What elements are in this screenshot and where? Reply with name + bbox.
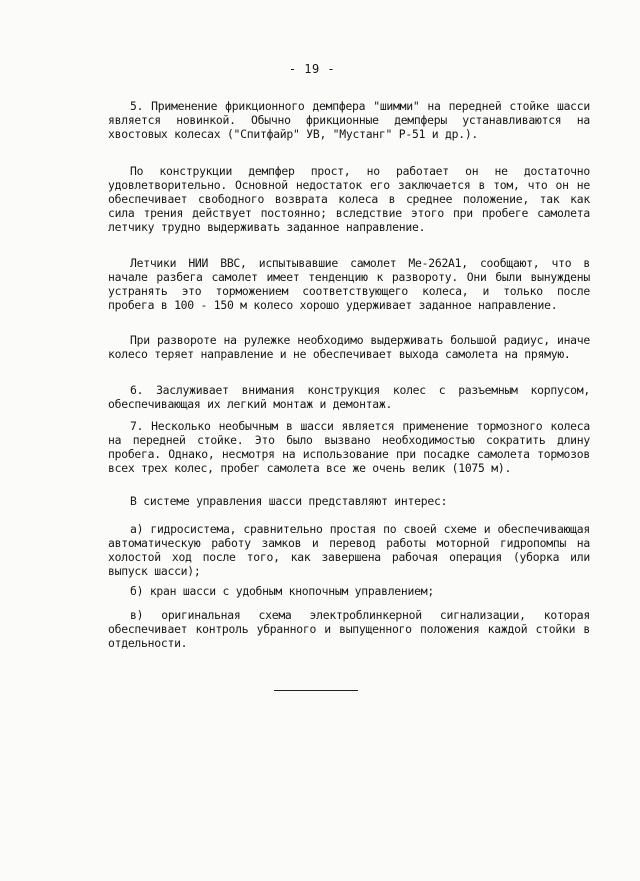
list-item-b-gear-valve: б) кран шасси с удобным кнопочным управлением; [130,584,434,598]
list-item-c-signalling-scheme: в) оригинальная схема электроблинкерной сигнализации, которая обеспечивает контроль убранного и выпущенного положения каждой стойки в отдельности. [108,608,590,651]
paragraph-6-wheel-design: 6. Заслуживает внимания конструкция колес с разъемным корпусом, обеспечивающая их легкий монтаж и демонтаж. [108,383,590,412]
closing-rule-divider [274,690,358,691]
paragraph-pilots-report: Летчики НИИ ВВС, испытывавшие самолет Ме-262А1, сообщают, что в начале разбега самолет имеет тенденцию к развороту. Они были вынуждены устранять это торможением соответствующего колеса, и только после пробега в 100 - 150 м колесо хорошо удерживает заданное направление. [108,256,590,313]
paragraph-damper-construction: По конструкции демпфер прост, но работает он не достаточно удовлетворительно. Основной недостаток его заключается в том, что он не обеспечивает свободного возврата колеса в среднее положение, так как сила трения действует постоянно; вследствие этого при пробеге самолета летчику трудно выдерживать заданное направление. [108,164,590,235]
paragraph-5-friction-damper: 5. Применение фрикционного демпфера "шимми" на передней стойке шасси является новинкой. Обычно фрикционные демпферы устанавливаются на хвостовых колесах ("Спитфайр" УВ, "Мустанг" Р-51 и др.). [108,99,590,142]
paragraph-7-brake-wheel: 7. Несколько необычным в шасси является применение тормозного колеса на передней стойке. Это было вызвано необходимостью сократить длину пробега. Однако, несмотря на использование при посадке самолета тормозов всех трех колес, пробег самолета все же очень велик (1075 м). [108,419,590,476]
paragraph-control-system-intro: В системе управления шасси представляют интерес: [130,494,448,508]
list-item-a-hydraulic-system: а) гидросистема, сравнительно простая по своей схеме и обеспечивающая автоматическую работу замков и перевод работы моторной гидропомпы на холостой ход после того, как завершена рабочая операция (уборка или выпуск шасси); [108,522,590,579]
page-number: - 19 - [288,62,336,76]
paragraph-taxiing-turn: При развороте на рулежке необходимо выдерживать большой радиус, иначе колесо теряет направление и не обеспечивает выхода самолета на прямую. [108,333,590,362]
